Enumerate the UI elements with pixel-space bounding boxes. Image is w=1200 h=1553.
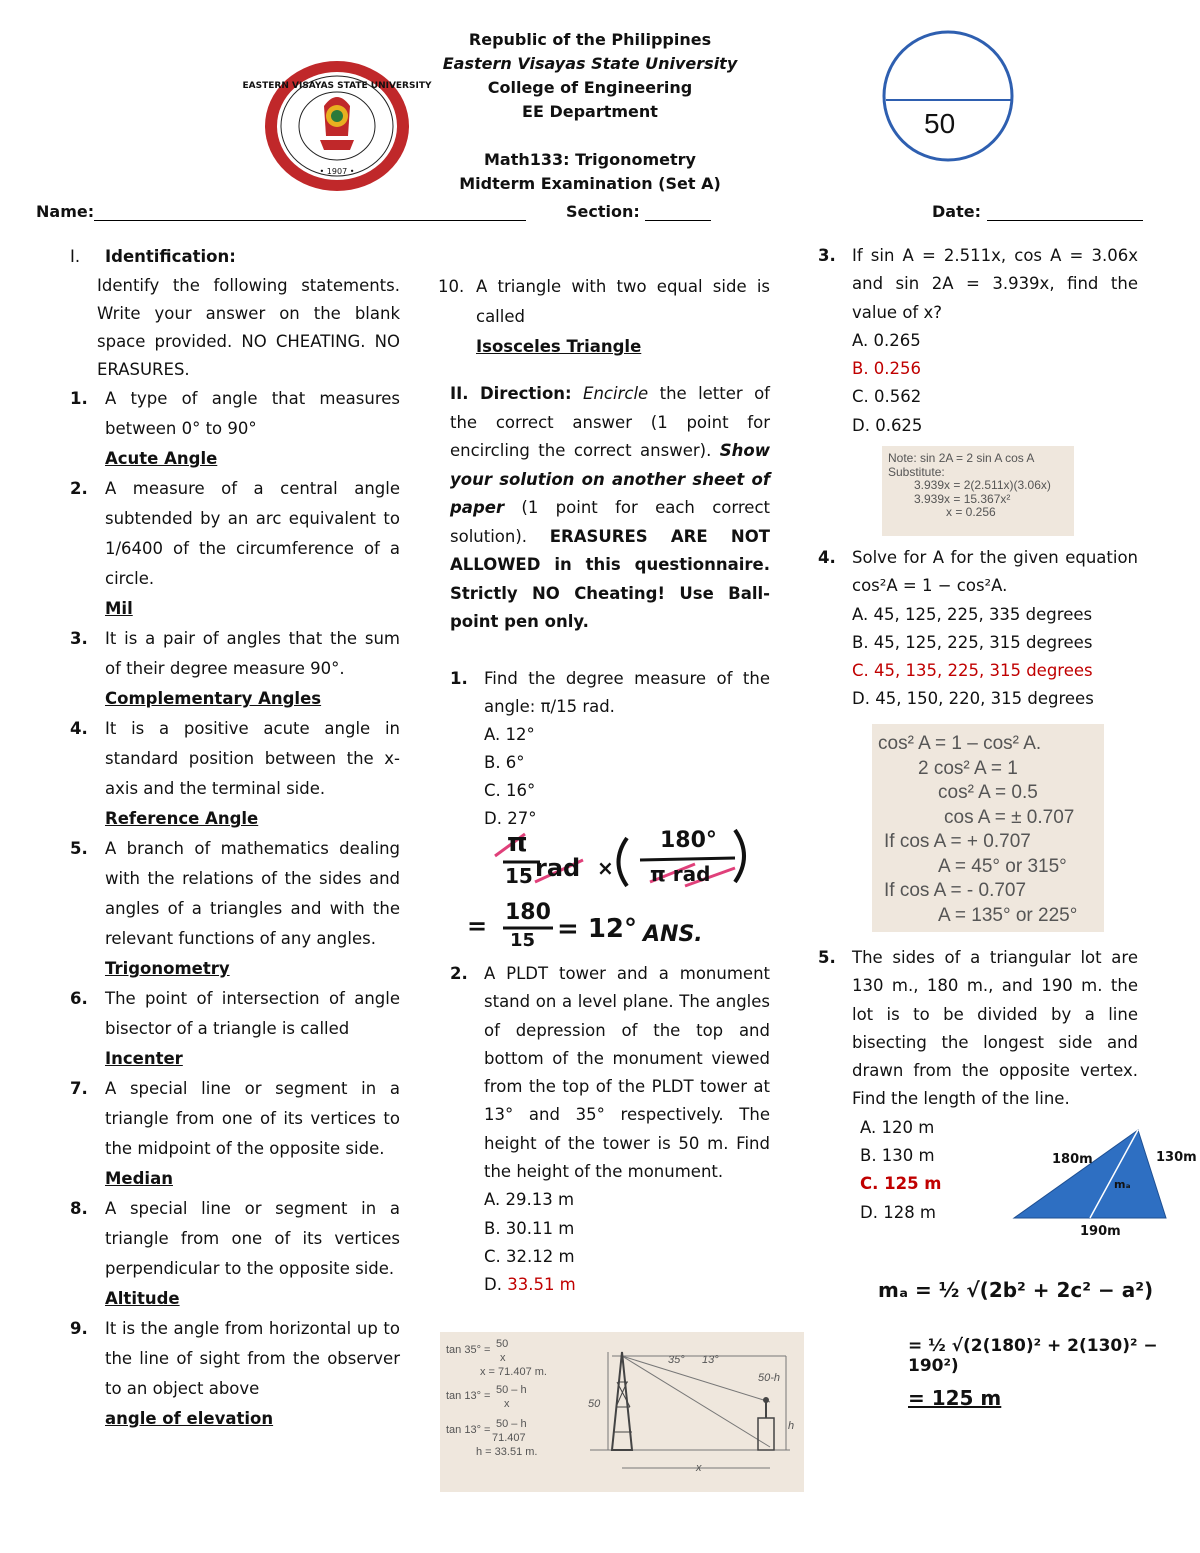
q5-option-c[interactable]: C. 125 m bbox=[860, 1174, 942, 1194]
hw-15: 15 bbox=[505, 864, 533, 888]
part2-directions bbox=[438, 380, 770, 637]
q1-option-b[interactable]: B. 6° bbox=[484, 752, 525, 772]
part2-encircle: Encircle bbox=[583, 384, 649, 403]
triangle-label-median: mₐ bbox=[1114, 1178, 1131, 1191]
part1-item bbox=[70, 624, 400, 714]
hw-rad: rad bbox=[535, 854, 581, 882]
q4-option-b[interactable]: B. 45, 125, 225, 315 degrees bbox=[852, 632, 1093, 652]
q2-question: A PLDT tower and a monument stand on a level plane. The angles of depression of the top and bottom of the monument viewed from the top of the PLDT tower at 13° and 35° respectively. The height of the tower is 50 m. Find the height of the monument. bbox=[484, 964, 770, 1182]
fig-angle-35: 35° bbox=[668, 1354, 685, 1366]
eq-x: x bbox=[500, 1352, 506, 1364]
item-question: A triangle with two equal side is called bbox=[476, 277, 770, 326]
q2-option-d[interactable] bbox=[484, 1271, 770, 1299]
note4-line2: 2 cos² A = 1 bbox=[918, 757, 1018, 779]
part2-direction-text2: (1 point for each correct solution). bbox=[450, 498, 770, 546]
part2-q2 bbox=[438, 960, 770, 1300]
part1-item bbox=[70, 1314, 400, 1434]
q4-solution-note bbox=[872, 724, 1104, 932]
part1-title: Identification: bbox=[105, 247, 236, 266]
part2-q4 bbox=[818, 544, 1138, 714]
item-number: 1. bbox=[70, 389, 88, 408]
q1-option-c[interactable]: C. 16° bbox=[484, 780, 536, 800]
hw-15b: 15 bbox=[510, 930, 536, 951]
fig-label-50-h: 50-h bbox=[758, 1372, 781, 1384]
hw-q5-step: = ½ √(2(180)² + 2(130)² − 190²) bbox=[908, 1336, 1158, 1376]
svg-text:EASTERN VISAYAS STATE UNIVERSI: EASTERN VISAYAS STATE UNIVERSITY bbox=[242, 81, 432, 91]
header-department: EE Department bbox=[522, 102, 658, 121]
part2-direction-label: Direction: bbox=[479, 384, 572, 403]
q4-option-a[interactable]: A. 45, 125, 225, 335 degrees bbox=[852, 604, 1093, 624]
hw-result: = 12° bbox=[557, 914, 638, 944]
q2-option-c[interactable]: C. 32.12 m bbox=[484, 1246, 575, 1266]
item-answer: Median bbox=[105, 1169, 173, 1188]
eq-x-value: x = 71.407 m. bbox=[480, 1366, 547, 1378]
q1-number: 1. bbox=[450, 668, 468, 688]
triangle-label-bottom: 190m bbox=[1080, 1224, 1121, 1239]
item-question: A special line or segment in a triangle from one of its vertices perpendicular to the opposite side. bbox=[105, 1199, 400, 1278]
header-university: Eastern Visayas State University bbox=[442, 54, 738, 73]
item-question: A type of angle that measures between 0° to 90° bbox=[105, 389, 400, 438]
item-answer: Altitude bbox=[105, 1289, 180, 1308]
item-answer: Isosceles Triangle bbox=[476, 337, 642, 356]
fig-angle-13: 13° bbox=[702, 1354, 719, 1366]
note4-line3: cos² A = 0.5 bbox=[938, 782, 1038, 803]
q1-handwritten-solution bbox=[455, 820, 775, 950]
hw-180deg: 180° bbox=[660, 828, 717, 853]
date-blank[interactable] bbox=[987, 204, 1143, 221]
q2-number: 2. bbox=[450, 964, 468, 983]
item-answer: Complementary Angles bbox=[105, 689, 322, 708]
eq-50: 50 bbox=[496, 1338, 509, 1350]
item-question: A branch of mathematics dealing with the relations of the sides and angles of a triangles and with the relevant functions of any angles. bbox=[105, 839, 400, 948]
item-answer: Mil bbox=[105, 599, 133, 618]
item-answer: Trigonometry bbox=[105, 959, 230, 978]
note4-line4: cos A = ± 0.707 bbox=[944, 806, 1075, 828]
part1-item bbox=[70, 714, 400, 834]
item-question: The point of intersection of angle bisector of a triangle is called bbox=[105, 989, 400, 1038]
eq-tan35: tan 35° = bbox=[446, 1344, 491, 1356]
part1-item bbox=[70, 384, 400, 474]
part1-item bbox=[70, 1194, 400, 1314]
item-number: 9. bbox=[70, 1319, 88, 1338]
part2-q1 bbox=[438, 665, 770, 833]
hw-pi-rad: π rad bbox=[650, 862, 711, 886]
name-field bbox=[36, 202, 526, 221]
item-question: It is the angle from horizontal up to the line of sight from the observer to an object above bbox=[105, 1319, 400, 1398]
item-question: A measure of a central angle subtended by an arc equivalent to 1/6400 of the circumference of a circle. bbox=[105, 479, 400, 588]
item-number: 10. bbox=[438, 277, 465, 296]
part1-item bbox=[70, 1074, 400, 1194]
note3-line2: Substitute: bbox=[888, 464, 945, 479]
q5-option-d[interactable]: D. 128 m bbox=[860, 1202, 937, 1222]
q1-option-d[interactable]: D. 27° bbox=[484, 808, 537, 828]
name-label: Name: bbox=[36, 202, 95, 221]
fig-label-h: h bbox=[788, 1420, 795, 1432]
item-answer: Incenter bbox=[105, 1049, 183, 1068]
q3-option-a[interactable]: A. 0.265 bbox=[852, 330, 921, 350]
q3-option-b[interactable]: B. 0.256 bbox=[852, 359, 922, 379]
hw-q5-formula: mₐ = ½ √(2b² + 2c² − a²) bbox=[878, 1278, 1154, 1302]
triangle-label-left: 180m bbox=[1052, 1152, 1093, 1167]
column-two bbox=[438, 272, 770, 833]
part2-show-solution: Show your solution on another sheet of paper bbox=[450, 441, 770, 517]
header-country: Republic of the Philippines bbox=[468, 30, 712, 49]
item-number: 4. bbox=[70, 719, 88, 738]
q3-option-d[interactable]: D. 0.625 bbox=[852, 415, 923, 435]
svg-text:• 1907 •: • 1907 • bbox=[319, 167, 355, 176]
note4-line8: A = 135° or 225° bbox=[938, 904, 1078, 926]
eq-tan13b: tan 13° = bbox=[446, 1424, 491, 1436]
eq-71407: 71.407 bbox=[492, 1432, 526, 1444]
part1-item bbox=[70, 834, 400, 984]
q2-option-b[interactable]: B. 30.11 m bbox=[484, 1218, 575, 1238]
q5-handwritten-solution bbox=[878, 1270, 1178, 1420]
note4-line7: If cos A = - 0.707 bbox=[884, 880, 1027, 901]
part2-q3 bbox=[818, 242, 1138, 440]
note3-line3: 3.939x = 2(2.511x)(3.06x) bbox=[914, 478, 1051, 492]
q4-question: Solve for A for the given equation cos²A = 1 − cos²A. bbox=[852, 548, 1138, 596]
hw-ans: ANS. bbox=[643, 922, 703, 947]
part1-roman: I. bbox=[70, 247, 81, 266]
q3-number: 3. bbox=[818, 246, 836, 265]
name-blank[interactable] bbox=[94, 204, 526, 221]
q5-question: The sides of a triangular lot are 130 m., 180 m., and 190 m. the lot is to be divided by a line bisecting the longest side and drawn from the opposite vertex. Find the length of the line. bbox=[852, 948, 1138, 1109]
eq-tan13a: tan 13° = bbox=[446, 1390, 491, 1402]
item-question: It is a pair of angles that the sum of their degree measure 90°. bbox=[105, 629, 400, 678]
part1-item bbox=[70, 984, 400, 1074]
header-college: College of Engineering bbox=[487, 78, 693, 97]
eq-h-value: h = 33.51 m. bbox=[476, 1446, 538, 1458]
hw-equals: = bbox=[467, 912, 488, 940]
q2-option-d-value: 33.51 m bbox=[507, 1275, 576, 1295]
date-label: Date: bbox=[932, 202, 981, 221]
part1-items bbox=[70, 384, 400, 1434]
section-label: Section: bbox=[566, 202, 640, 221]
part1-column bbox=[70, 242, 400, 1434]
q2-option-d-letter: D. bbox=[484, 1275, 508, 1295]
date-field bbox=[932, 202, 1143, 221]
item-number: 3. bbox=[70, 629, 88, 648]
document-header bbox=[380, 28, 800, 196]
item-answer: Acute Angle bbox=[105, 449, 218, 468]
hw-pi: π bbox=[507, 828, 528, 858]
score-value: 50 bbox=[924, 108, 956, 139]
item-number: 7. bbox=[70, 1079, 88, 1098]
part1-instructions: Identify the following statements. Write your answer on the blank space provided. NO CHEATING. NO ERASURES. bbox=[97, 276, 400, 379]
header-exam: Midterm Examination (Set A) bbox=[459, 174, 721, 193]
note4-line6: A = 45° or 315° bbox=[938, 855, 1067, 877]
note4-line5: If cos A = + 0.707 bbox=[884, 831, 1031, 852]
section-blank[interactable] bbox=[645, 204, 711, 221]
item-number: 2. bbox=[70, 479, 88, 498]
item-question: A special line or segment in a triangle from one of its vertices to the midpoint of the opposite side. bbox=[105, 1079, 400, 1158]
part1-item bbox=[70, 474, 400, 624]
q1-question: Find the degree measure of the angle: π/15 rad. bbox=[484, 668, 770, 716]
part2-roman: II. bbox=[450, 384, 469, 403]
fig-label-x: x bbox=[696, 1462, 702, 1474]
header-course: Math133: Trigonometry bbox=[484, 150, 696, 169]
score-circle bbox=[880, 28, 1020, 164]
eq-50-h: 50 – h bbox=[496, 1384, 527, 1396]
q1-option-a[interactable]: A. 12° bbox=[484, 724, 535, 744]
fig-label-50: 50 bbox=[588, 1398, 601, 1410]
triangle-lot-diagram bbox=[1010, 1126, 1196, 1246]
q4-option-d[interactable]: D. 45, 150, 220, 315 degrees bbox=[852, 689, 1094, 709]
q5-number: 5. bbox=[818, 948, 836, 967]
note3-line4: 3.939x = 15.367x² bbox=[914, 491, 1011, 506]
q5-option-b[interactable]: B. 130 m bbox=[860, 1146, 935, 1166]
item-question: It is a positive acute angle in standard position between the x-axis and the terminal side. bbox=[105, 719, 400, 798]
eq-50-h-b: 50 – h bbox=[496, 1418, 527, 1430]
hw-times: × bbox=[597, 856, 614, 880]
q3-option-c[interactable]: C. 0.562 bbox=[852, 387, 922, 407]
item-number: 8. bbox=[70, 1199, 88, 1218]
note3-line1: Note: sin 2A = 2 sin A cos A bbox=[888, 451, 1035, 465]
part1-item-10 bbox=[438, 272, 770, 362]
triangle-label-right: 130m bbox=[1156, 1150, 1197, 1165]
item-number: 6. bbox=[70, 989, 88, 1008]
q5-option-a[interactable]: A. 120 m bbox=[860, 1117, 935, 1137]
q4-option-c[interactable]: C. 45, 135, 225, 315 degrees bbox=[852, 661, 1093, 681]
part2-direction-text1: the letter of the correct answer (1 point for encircling the correct answer). bbox=[450, 384, 770, 460]
q4-number: 4. bbox=[818, 548, 836, 567]
tower-figure bbox=[440, 1332, 804, 1492]
tower-eq-1 bbox=[446, 1344, 490, 1356]
section-field bbox=[566, 202, 711, 221]
part2-warning: ERASURES ARE NOT ALLOWED in this questionnaire. Strictly NO Cheating! Use Ball-point pen only. bbox=[450, 526, 770, 631]
q2-option-a[interactable]: A. 29.13 m bbox=[484, 1190, 575, 1210]
eq-x2: x bbox=[504, 1398, 510, 1410]
hw-180: 180 bbox=[505, 900, 551, 925]
q3-question: If sin A = 2.511x, cos A = 3.06x and sin 2A = 3.939x, find the value of x? bbox=[852, 246, 1138, 322]
note3-line5: x = 0.256 bbox=[946, 505, 996, 519]
item-number: 5. bbox=[70, 839, 88, 858]
note4-line1: cos² A = 1 – cos² A. bbox=[878, 733, 1042, 754]
item-answer: angle of elevation bbox=[105, 1409, 274, 1428]
hw-q5-result: = 125 m bbox=[908, 1386, 1002, 1410]
item-answer: Reference Angle bbox=[105, 809, 259, 828]
q3-solution-note bbox=[882, 446, 1074, 536]
